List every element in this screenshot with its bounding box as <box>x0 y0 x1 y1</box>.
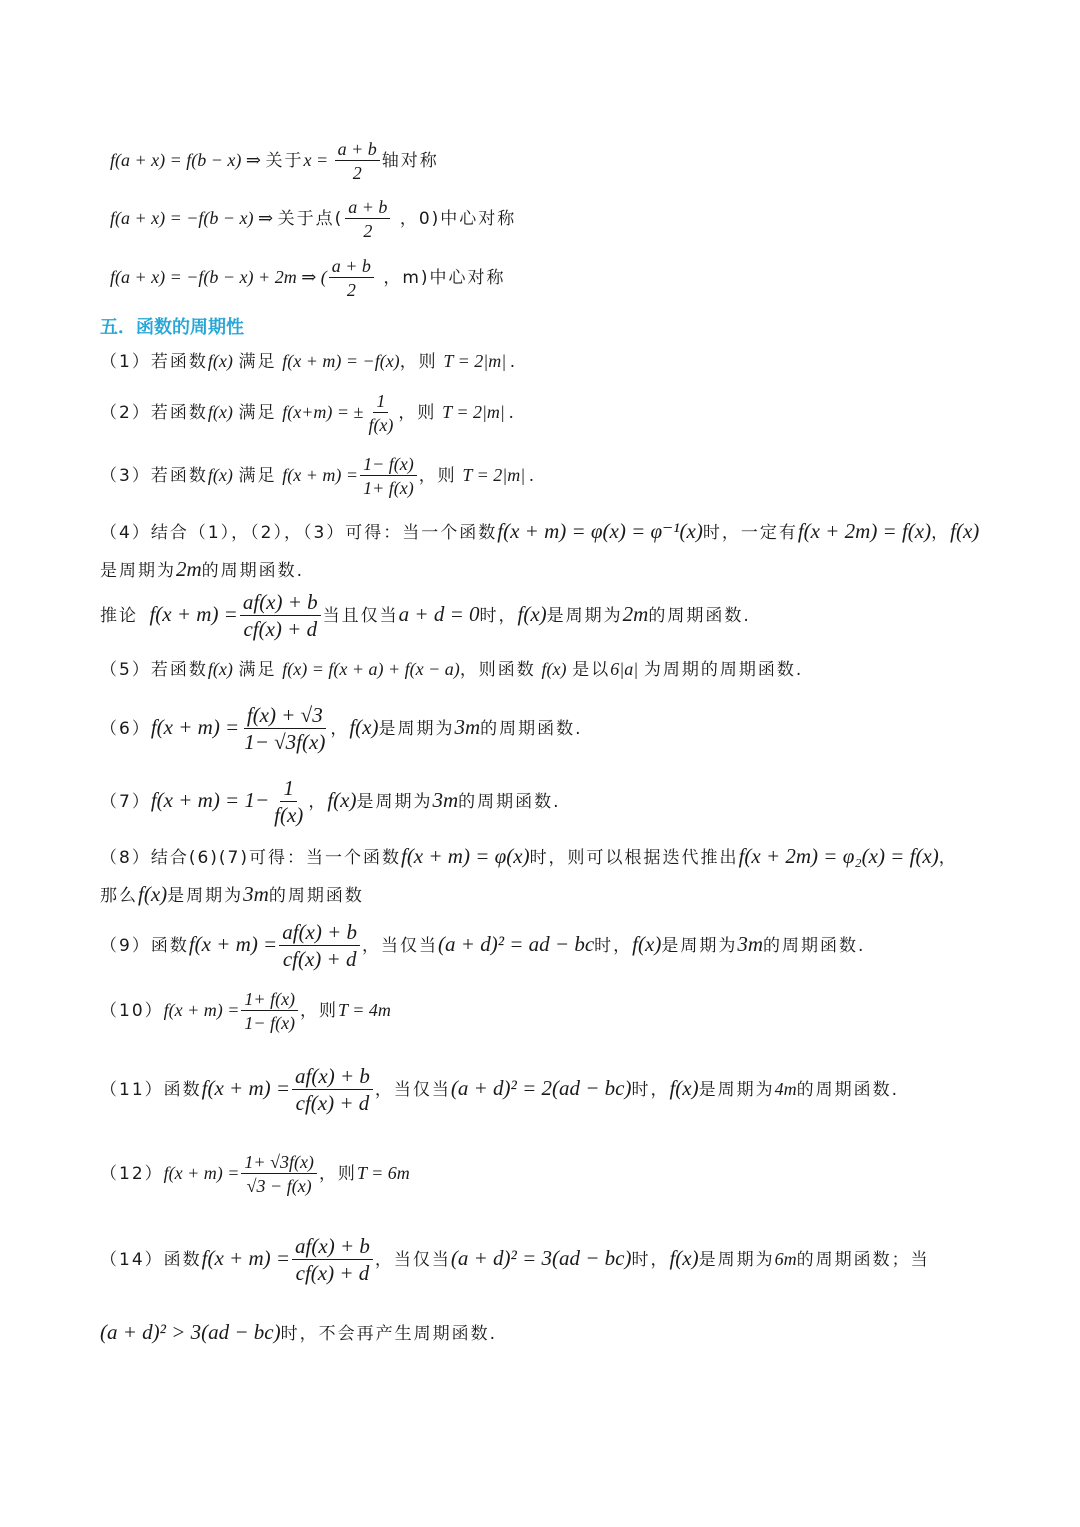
item-7 <box>100 778 561 826</box>
item-12 <box>100 1153 410 1195</box>
item-14-continuation <box>100 1322 497 1343</box>
math: 2m <box>176 557 202 581</box>
math: f(x) <box>327 788 357 812</box>
section-title: 五．函数的周期性 <box>100 317 244 338</box>
symmetry-tail: ，0)中心对称 <box>392 209 517 229</box>
math: f(x + m) = <box>188 932 278 956</box>
fraction <box>292 1066 373 1114</box>
math: f(x + m) = φ(x) <box>400 844 530 868</box>
math: f(x + m) = <box>163 1000 240 1020</box>
math: f(x + m) = 1− <box>150 788 270 812</box>
fraction-denominator: cf(x) + d <box>243 617 318 641</box>
item-text: ， <box>931 523 951 543</box>
fraction <box>329 257 374 299</box>
math: 2m <box>622 602 649 626</box>
item-text: ，则 <box>318 1164 357 1184</box>
item-text: （5）若函数 <box>100 660 208 680</box>
item-text: ， <box>308 792 328 812</box>
math: f(x + m) = <box>149 602 238 626</box>
math: f(x+m) = ± <box>282 402 364 422</box>
item-text: 满足 <box>238 660 277 680</box>
item-text: ， <box>938 848 958 868</box>
fraction-denominator: cf(x) + d <box>282 947 357 971</box>
item-text: 是周期为 <box>661 936 738 956</box>
item-text: 那么 <box>100 886 138 906</box>
math: f(x) <box>950 519 980 543</box>
item-text: 的周期函数. <box>648 606 751 626</box>
fraction-denominator: cf(x) + d <box>295 1091 370 1115</box>
item-text: （7） <box>100 792 151 812</box>
item-4 <box>100 513 1000 589</box>
math: (a + d)² = 2(ad − bc) <box>450 1076 632 1100</box>
math: f(x) <box>517 602 547 626</box>
item-text: ，当仅当 <box>362 936 439 956</box>
math: f(x + m) = −f(x) <box>282 351 400 371</box>
fraction <box>292 1236 373 1284</box>
math: 4m <box>774 1079 797 1099</box>
fraction-numerator: af(x) + b <box>240 592 321 616</box>
item-text: 是以 <box>572 660 611 680</box>
math: f(x) <box>349 715 379 739</box>
corollary <box>100 592 751 640</box>
item-text: （10） <box>100 1001 164 1021</box>
math: f(x + m) = <box>201 1246 291 1270</box>
math: f(x) <box>669 1246 699 1270</box>
fraction <box>271 778 306 826</box>
symmetry-label: 关于 <box>265 151 304 171</box>
item-14 <box>100 1236 930 1284</box>
item-text: 的周期函数. <box>796 1080 900 1100</box>
item-text: （9）函数 <box>100 936 189 956</box>
symmetry-line-3 <box>110 257 506 299</box>
item-text: （4）结合（1），（2），（3）可得：当一个函数 <box>100 523 498 543</box>
math: T = 6m <box>356 1163 410 1183</box>
math: f(x) <box>138 882 168 906</box>
fraction-denominator: 2 <box>352 163 362 183</box>
item-text: （2）若函数 <box>100 403 208 423</box>
symmetry-tail: ，m)中心对称 <box>375 268 506 288</box>
item-text: 的周期函数. <box>480 719 583 739</box>
item-text: （3）若函数 <box>100 466 208 486</box>
fraction-denominator: f(x) <box>368 415 394 435</box>
item-text: （12） <box>100 1164 164 1184</box>
fraction-numerator: f(x) + √3 <box>244 705 326 729</box>
item-text: 满足 <box>238 466 277 486</box>
item-11 <box>100 1066 899 1114</box>
math: 3m <box>454 715 481 739</box>
math: f(x) <box>207 659 233 679</box>
symmetry-line-1 <box>110 140 439 182</box>
fraction <box>279 922 360 970</box>
math: f(x + m) = <box>150 715 240 739</box>
fraction-numerator: a + b <box>345 198 390 219</box>
item-text: 当且仅当 <box>322 606 399 626</box>
item-text: 为周期的周期函数. <box>643 660 804 680</box>
fraction-numerator: 1 <box>280 778 297 802</box>
item-text: （8）结合(6)(7)可得：当一个函数 <box>100 848 401 868</box>
math: T = 4m <box>338 1000 391 1020</box>
math: 3m <box>737 932 763 956</box>
math: T = 2|m| . <box>462 465 535 485</box>
math: f(x + m) = φ(x) = φ⁻¹(x) <box>497 519 703 543</box>
fraction-numerator: 1− f(x) <box>360 455 417 476</box>
fraction-numerator: a + b <box>335 140 380 161</box>
item-text: 时， <box>594 936 633 956</box>
item-text: （14）函数 <box>100 1250 202 1270</box>
item-1 <box>100 352 515 371</box>
fraction <box>240 592 321 640</box>
fraction <box>360 455 417 497</box>
fraction-numerator: a + b <box>329 257 374 278</box>
item-text: 是周期为 <box>167 886 244 906</box>
symmetry-label: 关于点( <box>277 209 344 229</box>
math: f(x) <box>207 465 233 485</box>
item-text: 推论 <box>100 606 138 626</box>
item-text: 时， <box>631 1080 670 1100</box>
item-text: 是周期为 <box>698 1080 775 1100</box>
item-text: （6） <box>100 719 151 739</box>
fraction <box>335 140 380 182</box>
item-text: （1）若函数 <box>100 352 208 372</box>
item-text: 时，一定有 <box>702 523 798 543</box>
fraction-denominator: 1− √3f(x) <box>244 730 326 754</box>
math: T = 2|m| . <box>442 402 514 422</box>
math: f(x + m) = <box>282 465 359 485</box>
item-9 <box>100 922 865 970</box>
math: f(x + m) = <box>163 1163 240 1183</box>
item-text: ，则 <box>300 1001 339 1021</box>
fraction <box>345 198 390 240</box>
item-text: ， <box>330 719 350 739</box>
math: f(x) <box>207 351 233 371</box>
math: f(x) <box>541 659 567 679</box>
item-text: 时，不会再产生周期函数. <box>280 1324 498 1344</box>
fraction-denominator: f(x) <box>274 803 304 827</box>
symmetry-tail: 轴对称 <box>381 151 439 171</box>
math: 3m <box>432 788 459 812</box>
math: T = 2|m| . <box>443 351 516 371</box>
fraction <box>241 1153 317 1195</box>
math: f(x) <box>207 402 233 422</box>
math: f(x) = f(x + a) + f(x − a) <box>282 659 460 679</box>
item-text: 的周期函数. <box>201 561 305 581</box>
symmetry-line-2 <box>110 198 516 240</box>
item-text: 的周期函数；当 <box>796 1250 930 1270</box>
fraction-numerator: af(x) + b <box>292 1066 373 1090</box>
item-text: 的周期函数. <box>763 936 866 956</box>
fraction-numerator: 1 <box>373 392 388 413</box>
item-text: 满足 <box>238 403 277 423</box>
item-text: 的周期函数 <box>268 886 364 906</box>
item-text: ，则 <box>418 466 457 486</box>
item-3 <box>100 455 534 497</box>
fraction-numerator: af(x) + b <box>292 1236 373 1260</box>
math: 3m <box>243 882 269 906</box>
fraction-denominator: 1− f(x) <box>244 1013 296 1033</box>
symmetry-lhs: f(a + x) = −f(b − x) ⇒ <box>110 208 278 228</box>
math: a + d = 0 <box>398 602 480 626</box>
math: f(x + 2m) = f(x) <box>797 519 932 543</box>
item-text: 是周期为 <box>378 719 455 739</box>
item-6 <box>100 705 583 753</box>
item-text: 时， <box>479 606 518 626</box>
fraction-denominator: √3 − f(x) <box>246 1176 312 1196</box>
fraction <box>365 392 396 434</box>
item-text: 时， <box>631 1250 670 1270</box>
item-text: ，则函数 <box>459 660 536 680</box>
item-2 <box>100 392 514 434</box>
fraction-denominator: 2 <box>363 221 373 241</box>
math: f(x + 2m) = φ₂(x) = f(x) <box>738 844 939 868</box>
item-text: 是周期为 <box>546 606 623 626</box>
item-text: ，当仅当 <box>374 1080 451 1100</box>
math: f(x) <box>669 1076 699 1100</box>
item-text: 的周期函数. <box>458 792 561 812</box>
fraction-numerator: 1+ f(x) <box>241 990 298 1011</box>
math: (a + d)² = 3(ad − bc) <box>450 1246 632 1270</box>
math: 6m <box>774 1249 797 1269</box>
item-text: ，当仅当 <box>374 1250 451 1270</box>
fraction <box>241 705 328 753</box>
fraction-denominator: 2 <box>346 280 356 300</box>
item-text: 是周期为 <box>698 1250 775 1270</box>
math: f(x) <box>632 932 662 956</box>
fraction-denominator: cf(x) + d <box>295 1261 370 1285</box>
math: f(x + m) = <box>201 1076 291 1100</box>
fraction-numerator: 1+ √3f(x) <box>241 1153 317 1174</box>
fraction-denominator: 1+ f(x) <box>363 478 414 498</box>
symmetry-lhs: f(a + x) = f(b − x) ⇒ <box>110 150 266 170</box>
item-10 <box>100 990 391 1032</box>
math: (a + d)² = ad − bc <box>438 932 595 956</box>
item-text: 满足 <box>238 352 277 372</box>
item-5 <box>100 660 803 679</box>
fraction-numerator: af(x) + b <box>279 922 360 946</box>
item-text: 是周期为 <box>100 561 176 581</box>
math: (a + d)² > 3(ad − bc) <box>100 1320 281 1344</box>
item-text: 是周期为 <box>356 792 433 812</box>
fraction <box>241 990 298 1032</box>
item-text: （11）函数 <box>100 1080 202 1100</box>
symmetry-lhs: f(a + x) = −f(b − x) + 2m ⇒ ( <box>110 267 327 287</box>
item-text: ，则 <box>399 352 438 372</box>
item-8 <box>100 838 1000 914</box>
math: 6|a| <box>610 659 639 679</box>
symmetry-var: x = <box>303 150 333 170</box>
item-text: ，则 <box>398 403 437 423</box>
item-text: 时，则可以根据迭代推出 <box>529 848 739 868</box>
